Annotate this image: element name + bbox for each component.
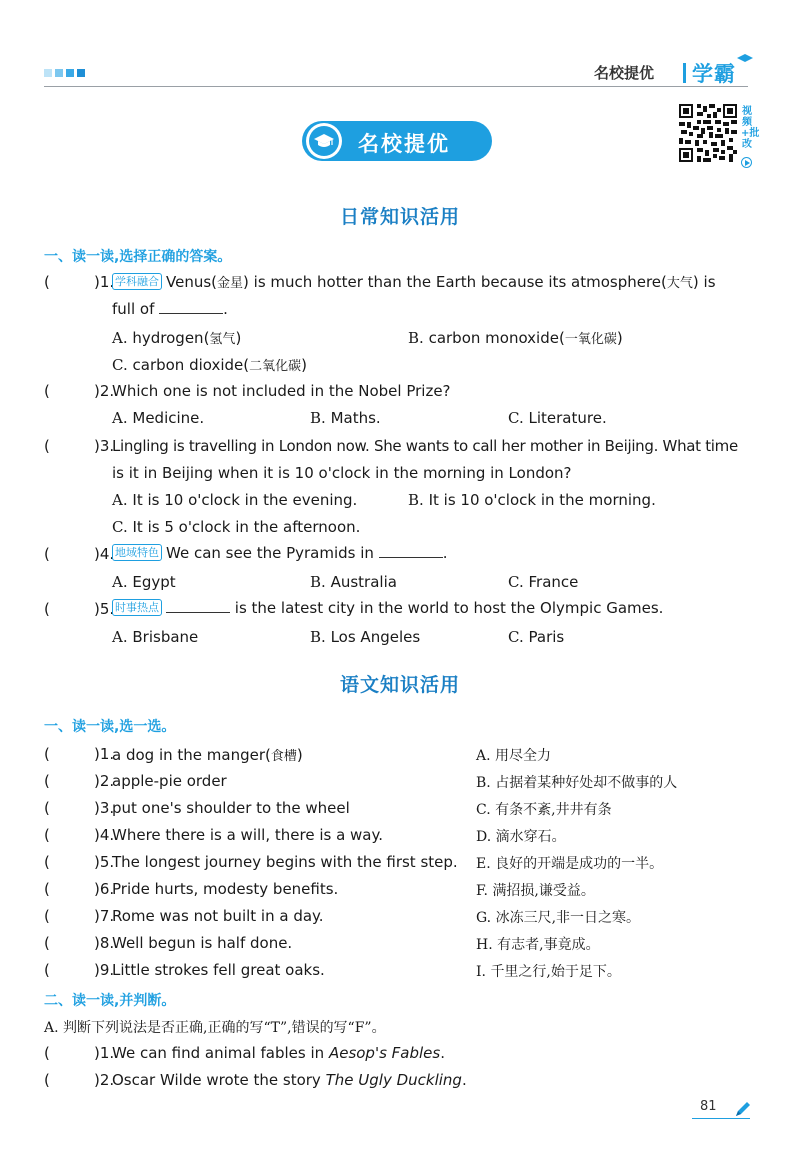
header-square bbox=[55, 69, 63, 77]
chinese-meaning[interactable]: A. 用尽全力 bbox=[476, 748, 552, 764]
chinese-meaning[interactable]: H. 有志者,事竟成。 bbox=[476, 937, 600, 953]
answer-paren: ( bbox=[44, 745, 50, 763]
fill-blank[interactable] bbox=[379, 546, 443, 558]
answer-paren: ( bbox=[44, 437, 50, 455]
english-phrase: Pride hurts, modesty benefits. bbox=[112, 880, 339, 898]
chinese-meaning[interactable]: D. 滴水穿石。 bbox=[476, 829, 566, 845]
question-number: )5. bbox=[94, 600, 115, 618]
header-square bbox=[44, 69, 52, 77]
option-a[interactable]: A. hydrogen(氢气) bbox=[112, 329, 242, 347]
option-b[interactable]: B. Maths. bbox=[310, 409, 381, 427]
page-number: 81 bbox=[700, 1099, 717, 1114]
question-number: )3. bbox=[94, 437, 115, 455]
question-number: )4. bbox=[94, 545, 115, 563]
topic-tag: 地域特色 bbox=[112, 544, 162, 561]
section-title-daily-knowledge: 日常知识活用 bbox=[339, 206, 460, 228]
option-b[interactable]: B. Los Angeles bbox=[310, 628, 421, 646]
fill-blank[interactable] bbox=[159, 302, 223, 314]
question-3-line-2: is it in Beijing when it is 10 o'clock in the morning in London? bbox=[112, 464, 572, 482]
section-banner bbox=[302, 121, 492, 161]
english-phrase: Little strokes fell great oaks. bbox=[112, 961, 325, 979]
question-1-line-1: 学科融合 Venus(金星) is much hotter than the Earth because its atmosphere(大气) is bbox=[112, 272, 716, 291]
chinese-meaning[interactable]: C. 有条不紊,井井有条 bbox=[476, 802, 612, 818]
question-number: )2. bbox=[94, 382, 115, 400]
option-a[interactable]: A. Egypt bbox=[112, 573, 176, 591]
header-school-label: 名校提优 bbox=[594, 64, 655, 82]
answer-paren: ( bbox=[44, 382, 50, 400]
answer-paren: ( bbox=[44, 934, 50, 952]
english-phrase: Where there is a will, there is a way. bbox=[112, 826, 383, 844]
chinese-meaning[interactable]: I. 千里之行,始于足下。 bbox=[476, 964, 621, 980]
graduation-cap-icon bbox=[313, 133, 335, 149]
play-icon[interactable] bbox=[741, 157, 752, 168]
option-c[interactable]: C. Literature. bbox=[508, 409, 607, 427]
banner-title: 名校提优 bbox=[358, 132, 450, 156]
answer-paren: ( bbox=[44, 772, 50, 790]
judge-instruction: A. 判断下列说法是否正确,正确的写“T”,错误的写“F”。 bbox=[44, 1020, 386, 1036]
question-4-text: 地域特色 We can see the Pyramids in . bbox=[112, 544, 448, 562]
qr-side-label: 视频+批改 bbox=[741, 106, 760, 150]
question-number: )9. bbox=[94, 961, 115, 979]
chinese-meaning[interactable]: E. 良好的开端是成功的一半。 bbox=[476, 856, 664, 872]
question-number: )1. bbox=[94, 1044, 115, 1062]
question-number: )5. bbox=[94, 853, 115, 871]
question-number: )1. bbox=[94, 745, 115, 763]
option-b[interactable]: B. It is 10 o'clock in the morning. bbox=[408, 491, 656, 509]
banner-icon-frame bbox=[306, 123, 342, 159]
question-number: )3. bbox=[94, 799, 115, 817]
answer-paren: ( bbox=[44, 545, 50, 563]
answer-paren: ( bbox=[44, 1044, 50, 1062]
answer-paren: ( bbox=[44, 880, 50, 898]
english-phrase: apple-pie order bbox=[112, 772, 227, 790]
english-phrase: a dog in the manger(食槽) bbox=[112, 746, 303, 764]
option-b[interactable]: B. Australia bbox=[310, 573, 397, 591]
question-5-text: 时事热点 is the latest city in the world to host the Olympic Games. bbox=[112, 599, 663, 617]
option-c[interactable]: C. It is 5 o'clock in the afternoon. bbox=[112, 518, 361, 536]
option-b[interactable]: B. carbon monoxide(一氧化碳) bbox=[408, 329, 623, 347]
option-a[interactable]: A. Brisbane bbox=[112, 628, 199, 646]
option-c[interactable]: C. Paris bbox=[508, 628, 565, 646]
answer-paren: ( bbox=[44, 799, 50, 817]
english-phrase: put one's shoulder to the wheel bbox=[112, 799, 350, 817]
question-number: )1. bbox=[94, 273, 115, 291]
topic-tag: 学科融合 bbox=[112, 273, 162, 290]
option-c[interactable]: C. carbon dioxide(二氧化碳) bbox=[112, 356, 308, 374]
qr-code[interactable] bbox=[679, 104, 737, 162]
answer-paren: ( bbox=[44, 273, 50, 291]
header-square bbox=[77, 69, 85, 77]
part-heading: 一、读一读,选择正确的答案。 bbox=[44, 249, 232, 265]
english-phrase: The longest journey begins with the first step. bbox=[112, 853, 458, 871]
header-brand-logo: 学霸 bbox=[692, 62, 736, 86]
answer-paren: ( bbox=[44, 826, 50, 844]
english-phrase: Rome was not built in a day. bbox=[112, 907, 324, 925]
header-square bbox=[66, 69, 74, 77]
question-number: )6. bbox=[94, 880, 115, 898]
question-1-line-2: full of . bbox=[112, 300, 228, 318]
answer-paren: ( bbox=[44, 907, 50, 925]
fill-blank[interactable] bbox=[166, 601, 230, 613]
topic-tag: 时事热点 bbox=[112, 599, 162, 616]
question-number: )8. bbox=[94, 934, 115, 952]
question-number: )2. bbox=[94, 1071, 115, 1089]
chinese-meaning[interactable]: G. 冰冻三尺,非一日之寒。 bbox=[476, 910, 641, 926]
judge-question-1: We can find animal fables in Aesop's Fables. bbox=[112, 1044, 445, 1062]
answer-paren: ( bbox=[44, 961, 50, 979]
part-heading: 二、读一读,并判断。 bbox=[44, 993, 176, 1009]
footer-divider bbox=[692, 1118, 750, 1119]
chinese-meaning[interactable]: F. 满招损,谦受益。 bbox=[476, 883, 595, 899]
graduation-cap-icon bbox=[737, 54, 753, 64]
question-2-text: Which one is not included in the Nobel Prize? bbox=[112, 382, 451, 400]
question-number: )2. bbox=[94, 772, 115, 790]
header-separator bbox=[683, 63, 686, 83]
question-3-line-1: Lingling is travelling in London now. She wants to call her mother in Beijing. What time bbox=[112, 437, 738, 455]
english-phrase: Well begun is half done. bbox=[112, 934, 293, 952]
question-number: )7. bbox=[94, 907, 115, 925]
answer-paren: ( bbox=[44, 1071, 50, 1089]
chinese-meaning[interactable]: B. 占据着某种好处却不做事的人 bbox=[476, 775, 678, 791]
header-divider bbox=[44, 86, 748, 87]
option-c[interactable]: C. France bbox=[508, 573, 579, 591]
answer-paren: ( bbox=[44, 853, 50, 871]
pencil-icon bbox=[734, 1100, 752, 1118]
section-title-chinese-knowledge: 语文知识活用 bbox=[339, 674, 460, 696]
judge-question-2: Oscar Wilde wrote the story The Ugly Duckling. bbox=[112, 1071, 467, 1089]
option-a[interactable]: A. It is 10 o'clock in the evening. bbox=[112, 491, 358, 509]
question-number: )4. bbox=[94, 826, 115, 844]
option-a[interactable]: A. Medicine. bbox=[112, 409, 205, 427]
part-heading: 一、读一读,选一选。 bbox=[44, 719, 176, 735]
answer-paren: ( bbox=[44, 600, 50, 618]
header-decoration bbox=[44, 69, 85, 77]
